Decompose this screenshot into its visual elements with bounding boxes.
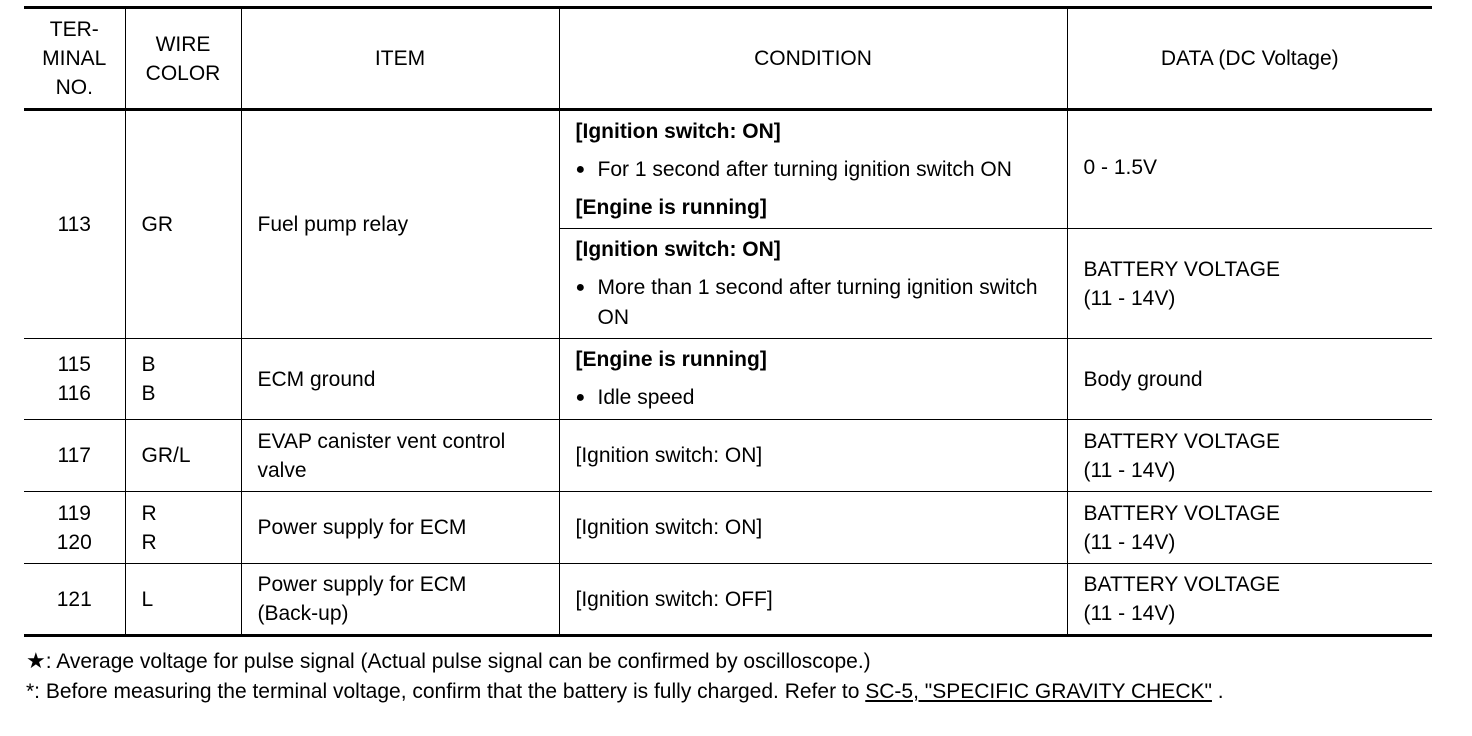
bullet-dot-icon: ● [575,160,586,178]
condition-cell [559,339,1067,420]
terminal-cell: 113 [24,110,125,339]
data-cell: 0 - 1.5V [1067,110,1432,229]
condition-cell [559,229,1067,339]
condition-cell: [Ignition switch: ON] [559,492,1067,564]
bullet-dot-icon: ● [575,389,586,406]
data-cell: BATTERY VOLTAGE (11 - 14V) [1067,420,1432,492]
reference-link[interactable]: SC-5, "SPECIFIC GRAVITY CHECK" [865,680,1212,703]
condition-bullet-text: More than 1 second after turning ignition switch ON [597,275,1038,329]
condition-title-2: [Engine is running] [575,195,767,219]
condition-bullet [576,383,1067,413]
header-data: DATA (DC Voltage) [1067,8,1432,110]
table-header-row [24,8,1432,110]
data-cell: Body ground [1067,339,1432,420]
condition-bullet [576,273,1067,333]
terminal-cell: 119 120 [24,492,125,564]
bullet-dot-icon: ● [575,278,586,296]
table-row [24,110,1432,229]
terminal-data-table [24,6,1432,637]
condition-title: [Ignition switch: ON] [575,119,781,143]
header-wire-color: WIRE COLOR [125,8,241,110]
wire-color-cell: B B [125,339,241,420]
condition-bullet-text: Idle speed [597,386,695,409]
footnotes [26,646,1446,707]
wire-color-cell: L [125,564,241,636]
data-cell: BATTERY VOLTAGE (11 - 14V) [1067,229,1432,339]
star-footnote [26,646,1446,677]
condition-title: [Engine is running] [575,348,767,371]
data-cell: BATTERY VOLTAGE (11 - 14V) [1067,564,1432,636]
terminal-cell: 115 116 [24,339,125,420]
condition-cell [559,110,1067,229]
table-row [24,492,1432,564]
condition-bullet-text: For 1 second after turning ignition switch ON [597,157,1012,181]
asterisk-footnote [26,677,1446,707]
item-cell: Fuel pump relay [241,110,559,339]
item-cell: ECM ground [241,339,559,420]
wire-color-cell: GR/L [125,420,241,492]
condition-bullet [576,155,1067,185]
asterisk-footnote-text: *: Before measuring the terminal voltage, confirm that the battery is fully charged. Refer to [26,680,866,703]
header-condition: CONDITION [559,8,1067,110]
wire-color-cell: R R [125,492,241,564]
terminal-cell: 121 [24,564,125,636]
header-item: ITEM [241,8,559,110]
table-row [24,339,1432,420]
header-terminal-no: TER- MINAL NO. [24,8,125,110]
wire-color-cell: GR [125,110,241,339]
item-cell: Power supply for ECM [241,492,559,564]
table-row [24,420,1432,492]
condition-cell: [Ignition switch: ON] [559,420,1067,492]
star-footnote-text: : Average voltage for pulse signal (Actual pulse signal can be confirmed by oscilloscope.) [45,650,871,673]
table-row [24,564,1432,636]
item-cell: EVAP canister vent control valve [241,420,559,492]
terminal-cell: 117 [24,420,125,492]
star-icon: ★ [26,648,46,673]
item-cell: Power supply for ECM (Back-up) [241,564,559,636]
asterisk-footnote-end: . [1211,680,1224,703]
condition-title: [Ignition switch: ON] [575,237,781,261]
condition-cell: [Ignition switch: OFF] [559,564,1067,636]
data-cell: BATTERY VOLTAGE (11 - 14V) [1067,492,1432,564]
